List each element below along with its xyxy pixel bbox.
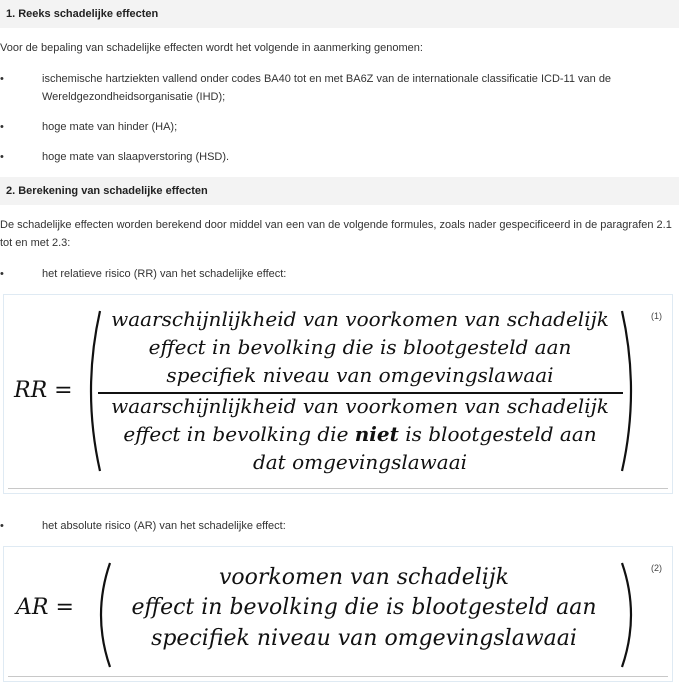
section-1-intro: Voor de bepaling van schadelijke effecten wordt het volgende in aanmerking genomen: xyxy=(0,42,423,54)
formula-lhs: AR = xyxy=(16,595,74,620)
bullet: • xyxy=(0,121,4,133)
left-paren-icon xyxy=(90,561,112,669)
formula-2 xyxy=(3,546,673,682)
formula-1 xyxy=(3,294,673,494)
left-paren-icon xyxy=(80,309,102,473)
bullet: • xyxy=(0,151,4,163)
bullet: • xyxy=(0,520,4,532)
numerator-line: waarschijnlijkheid van voorkomen van schadelijk xyxy=(111,307,609,331)
bullet: • xyxy=(0,268,4,280)
right-paren-icon xyxy=(620,561,642,669)
numerator-line: specifiek niveau van omgevingslawaai xyxy=(166,363,554,387)
bullet: • xyxy=(0,73,4,85)
section-2-intro: De schadelijke effecten worden berekend door middel van een van de volgende formules, zoals nader gespecificeerd in de paragrafen 2.1 tot en met 2.3: xyxy=(0,219,672,249)
section-2-heading: 2. Berekening van schadelijke effecten xyxy=(0,177,679,205)
equation-number: (2) xyxy=(651,563,662,573)
denominator-line: waarschijnlijkheid van voorkomen van schadelijk xyxy=(111,394,609,418)
section-1-heading: 1. Reeks schadelijke effecten xyxy=(0,0,679,28)
right-paren-icon xyxy=(620,309,642,473)
denominator-line: dat omgevingslawaai xyxy=(252,450,468,474)
formula-lhs: RR = xyxy=(14,378,73,403)
formula-line: effect in bevolking die is blootgesteld aan xyxy=(131,595,597,620)
equation-number: (1) xyxy=(651,311,662,321)
denominator-line: effect in bevolking die niet is blootgesteld aan xyxy=(123,422,597,446)
divider xyxy=(8,676,668,677)
divider xyxy=(8,488,668,489)
numerator-line: effect in bevolking die is blootgesteld aan xyxy=(148,335,572,359)
formula-line: specifiek niveau van omgevingslawaai xyxy=(151,626,577,651)
formula-line: voorkomen van schadelijk xyxy=(219,565,509,590)
